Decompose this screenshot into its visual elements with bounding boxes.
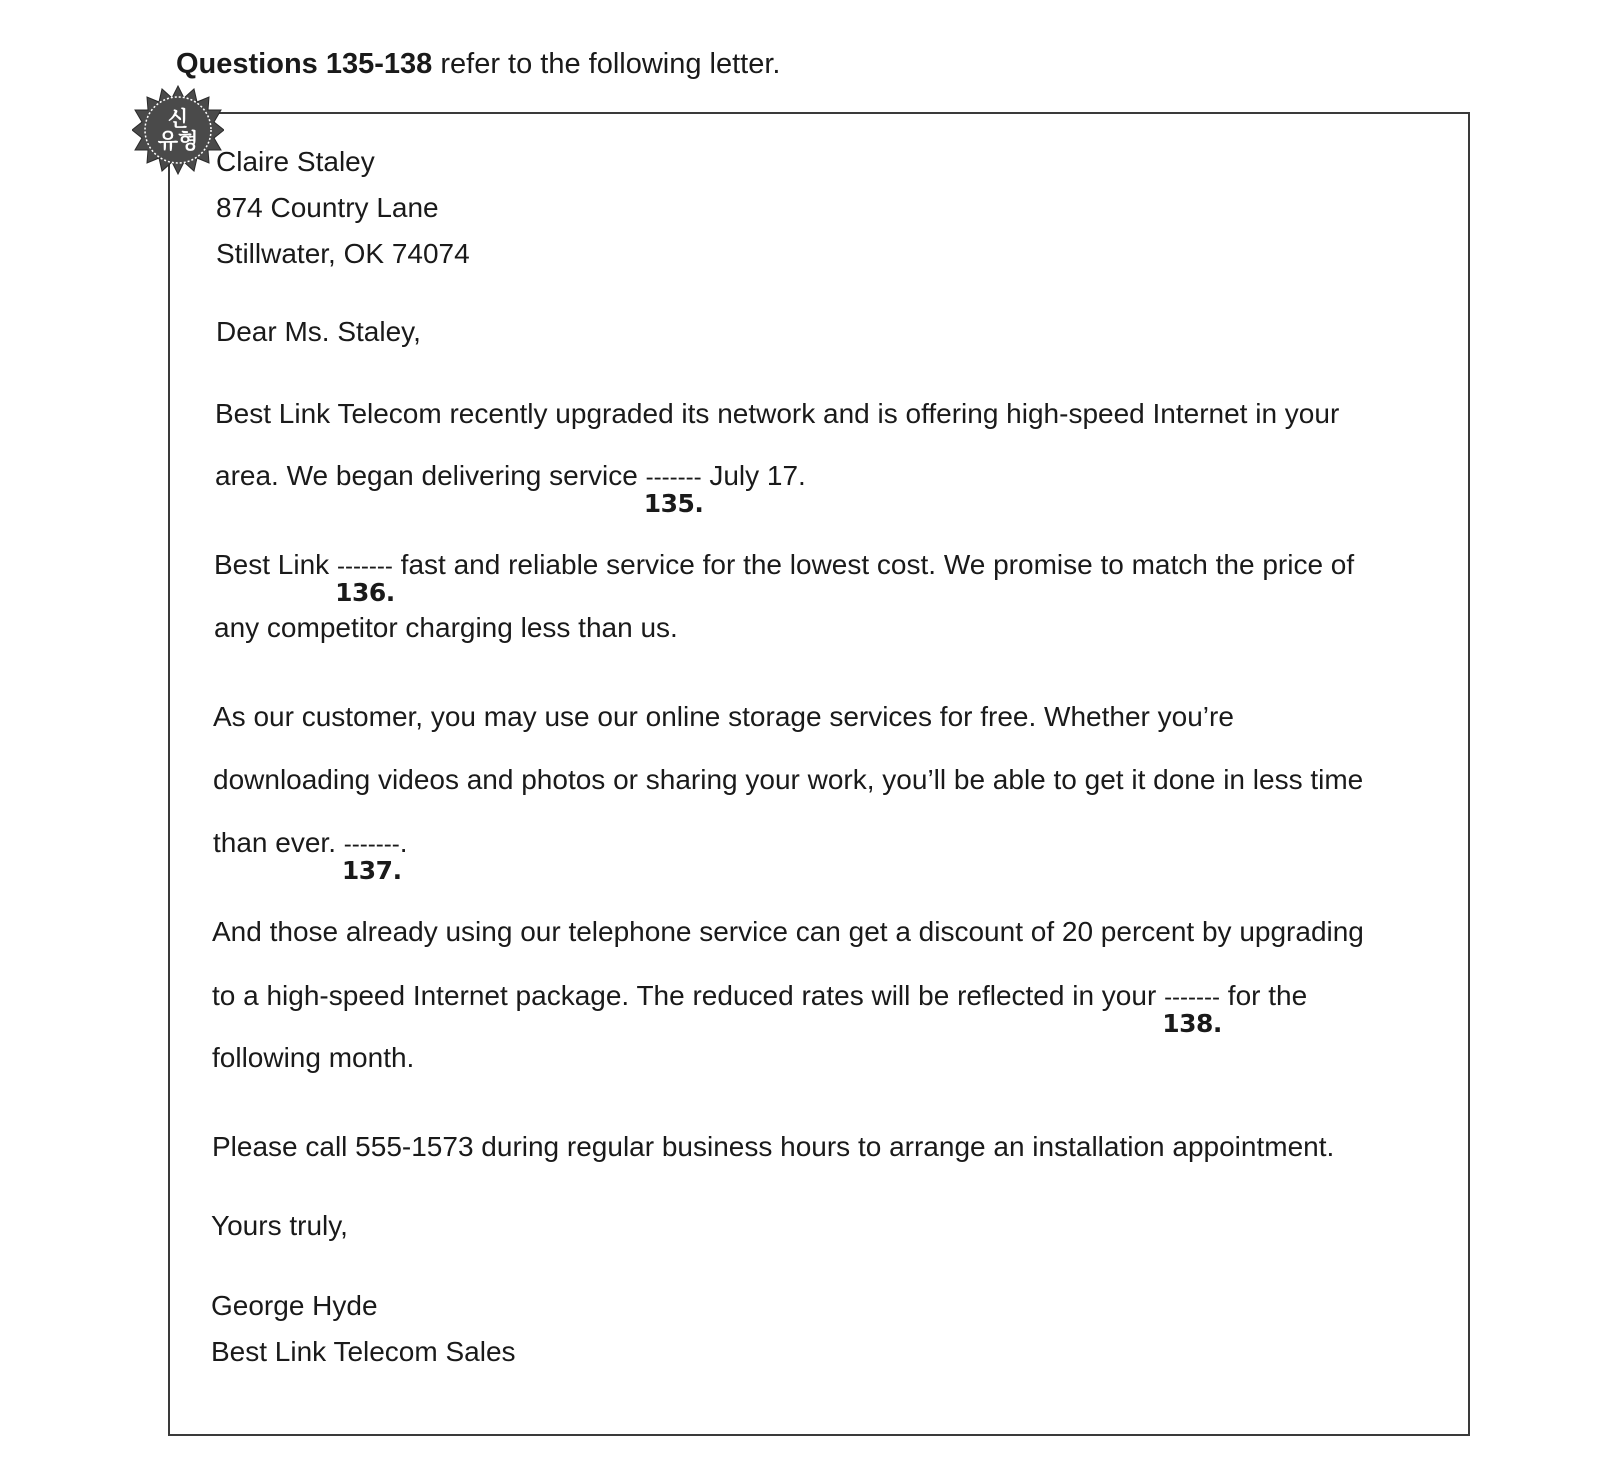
signature-title: Best Link Telecom Sales [211,1336,516,1367]
question-range: Questions 135-138 [176,48,433,80]
p4-line-3: following month. [212,1042,415,1073]
p2-line-1 [214,548,1355,607]
p1-line-2 [215,459,806,518]
p3-line-2: downloading videos and photos or sharing your work, you’ll be able to get it done in less time [213,764,1364,795]
badge-line-2: 유형 [157,129,199,153]
blank-138-number: 138. [1162,1009,1222,1038]
p4-line-1: And those already using our telephone service can get a discount of 20 percent by upgrading [212,916,1364,947]
blank-138-dashes: ------- [1164,984,1221,1011]
blank-137[interactable] [341,828,402,885]
p2-line-1-before: Best Link [214,549,337,580]
p5-line-1: Please call 555-1573 during regular business hours to arrange an installation appointment. [212,1131,1335,1162]
closing: Yours truly, [211,1210,348,1241]
recipient-city: Stillwater, OK 74074 [216,238,470,269]
p2-line-1-after: fast and reliable service for the lowest cost. We promise to match the price of [392,549,1355,580]
blank-135[interactable] [643,461,704,518]
blank-136-number: 136. [335,578,395,607]
badge-label [132,84,224,176]
signature-name: George Hyde [211,1290,378,1321]
blank-138[interactable] [1162,981,1222,1038]
p4-line-2-before: to a high-speed Internet package. The reduced rates will be reflected in your [212,980,1165,1011]
recipient-name: Claire Staley [216,146,375,177]
intro-text: refer to the following letter. [432,48,781,80]
p4-line-2-after: for the [1220,980,1308,1011]
blank-135-dashes: ------- [645,464,702,491]
blank-136[interactable] [335,550,395,607]
blank-135-number: 135. [643,489,704,518]
p3-line-3-before: than ever. [213,827,344,858]
p4-line-2 [212,979,1308,1038]
p2-line-2: any competitor charging less than us. [214,612,678,643]
blank-137-dashes: ------- [343,831,400,858]
salutation: Dear Ms. Staley, [216,316,421,347]
intro-line [176,46,780,82]
badge-line-1: 신 [167,107,189,131]
p3-line-3 [213,826,408,885]
p1-line-2-after: July 17. [701,460,806,491]
blank-136-dashes: ------- [336,553,393,580]
p3-line-3-after: . [399,827,408,858]
blank-137-number: 137. [341,856,402,885]
p1-line-2-before: area. We began delivering service [215,460,646,491]
p3-line-1: As our customer, you may use our online storage services for free. Whether you’re [213,701,1234,732]
new-type-badge [132,84,224,176]
recipient-street: 874 Country Lane [216,192,439,223]
p1-line-1: Best Link Telecom recently upgraded its network and is offering high-speed Internet in your [215,398,1340,429]
